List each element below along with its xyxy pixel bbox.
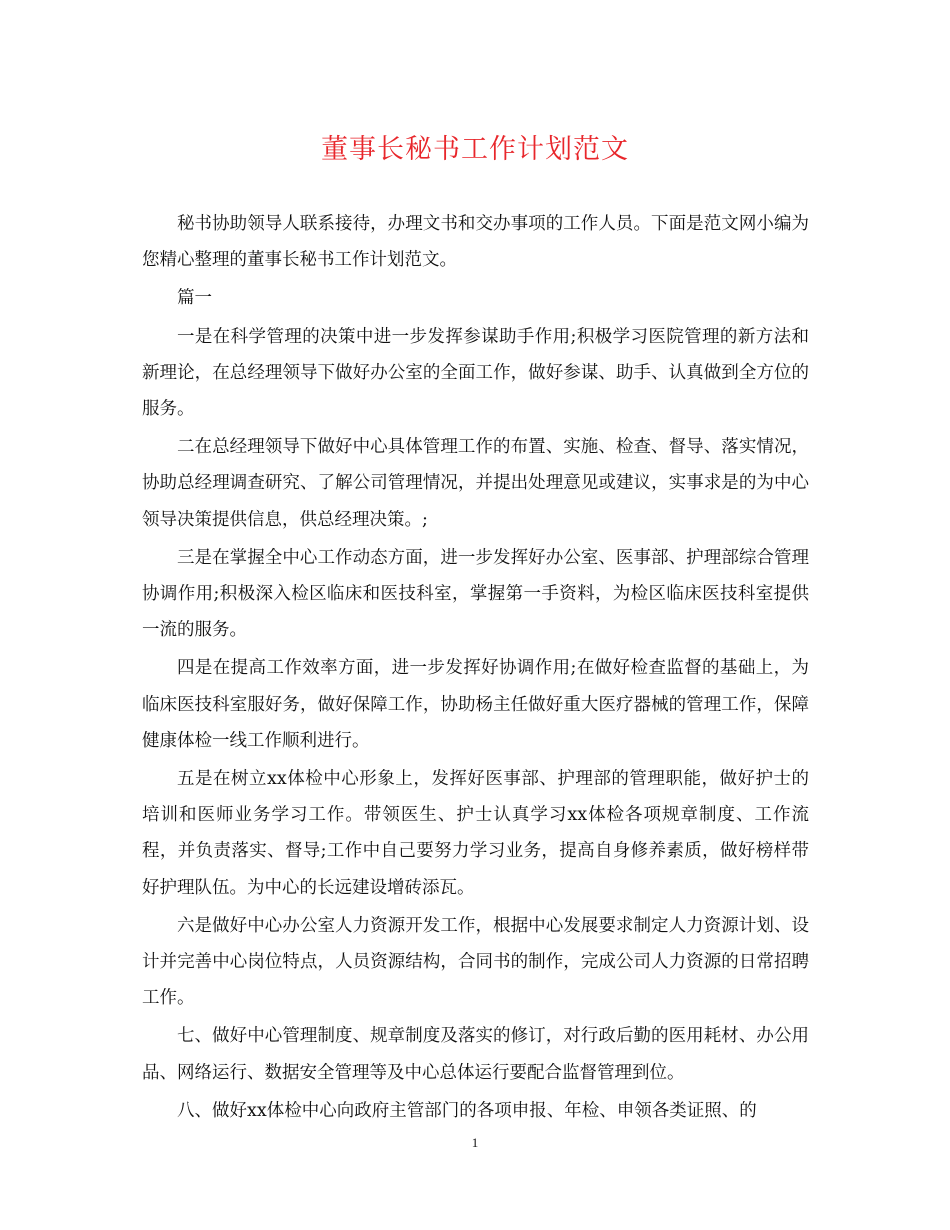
paragraph-item-1: 一是在科学管理的决策中进一步发挥参谋助手作用;积极学习医院管理的新方法和新理论，在总经理领导下做好办公室的全面工作，做好参谋、助手、认真做到全方位的服务。 (142, 326, 809, 420)
page-number: 1 (471, 1135, 479, 1150)
paragraph-intro: 秘书协助领导人联系接待，办理文书和交办事项的工作人员。下面是范文网小编为您精心整理的董事长秘书工作计划范文。 (142, 214, 809, 271)
paragraph-item-3: 三是在掌握全中心工作动态方面，进一步发挥好办公室、医事部、护理部综合管理协调作用;积极深入检区临床和医技科室，掌握第一手资料，为检区临床医技科室提供一流的服务。 (142, 547, 809, 641)
paragraph-section-heading: 篇一 (177, 288, 212, 309)
paragraph-item-2: 二在总经理领导下做好中心具体管理工作的布置、实施、检查、督导、落实情况，协助总经理调查研究、了解公司管理情况，并提出处理意见或建议，实事求是的为中心领导决策提供信息，供总经理决策。; (142, 437, 809, 530)
paragraph-item-6: 六是做好中心办公室人力资源开发工作，根据中心发展要求制定人力资源计划、设计并完善中心岗位特点，人员资源结构，合同书的制作，完成公司人力资源的日常招聘工作。 (142, 915, 809, 1009)
paragraph-item-7: 七、做好中心管理制度、规章制度及落实的修订，对行政后勤的医用耗材、办公用品、网络运行、数据安全管理等及中心总体运行要配合监督管理到位。 (142, 1026, 809, 1083)
paragraph-item-5: 五是在树立xx体检中心形象上，发挥好医事部、护理部的管理职能，做好护士的培训和医师业务学习工作。带领医生、护士认真学习xx体检各项规章制度、工作流程，并负责落实、督导;工作中自己要努力学习业务，提高自身修养素质，做好榜样带好护理队伍。为中心的长远建设增砖添瓦。 (142, 769, 809, 898)
document-title: 董事长秘书工作计划范文 (321, 134, 629, 165)
paragraph-item-8: 八、做好xx体检中心向政府主管部门的各项申报、年检、申领各类证照、的 (177, 1100, 757, 1121)
document-body (142, 206, 809, 1131)
paragraph-item-4: 四是在提高工作效率方面，进一步发挥好协调作用;在做好检查监督的基础上，为临床医技科室服好务，做好保障工作，协助杨主任做好重大医疗器械的管理工作，保障健康体检一线工作顺利进行。 (142, 658, 809, 751)
